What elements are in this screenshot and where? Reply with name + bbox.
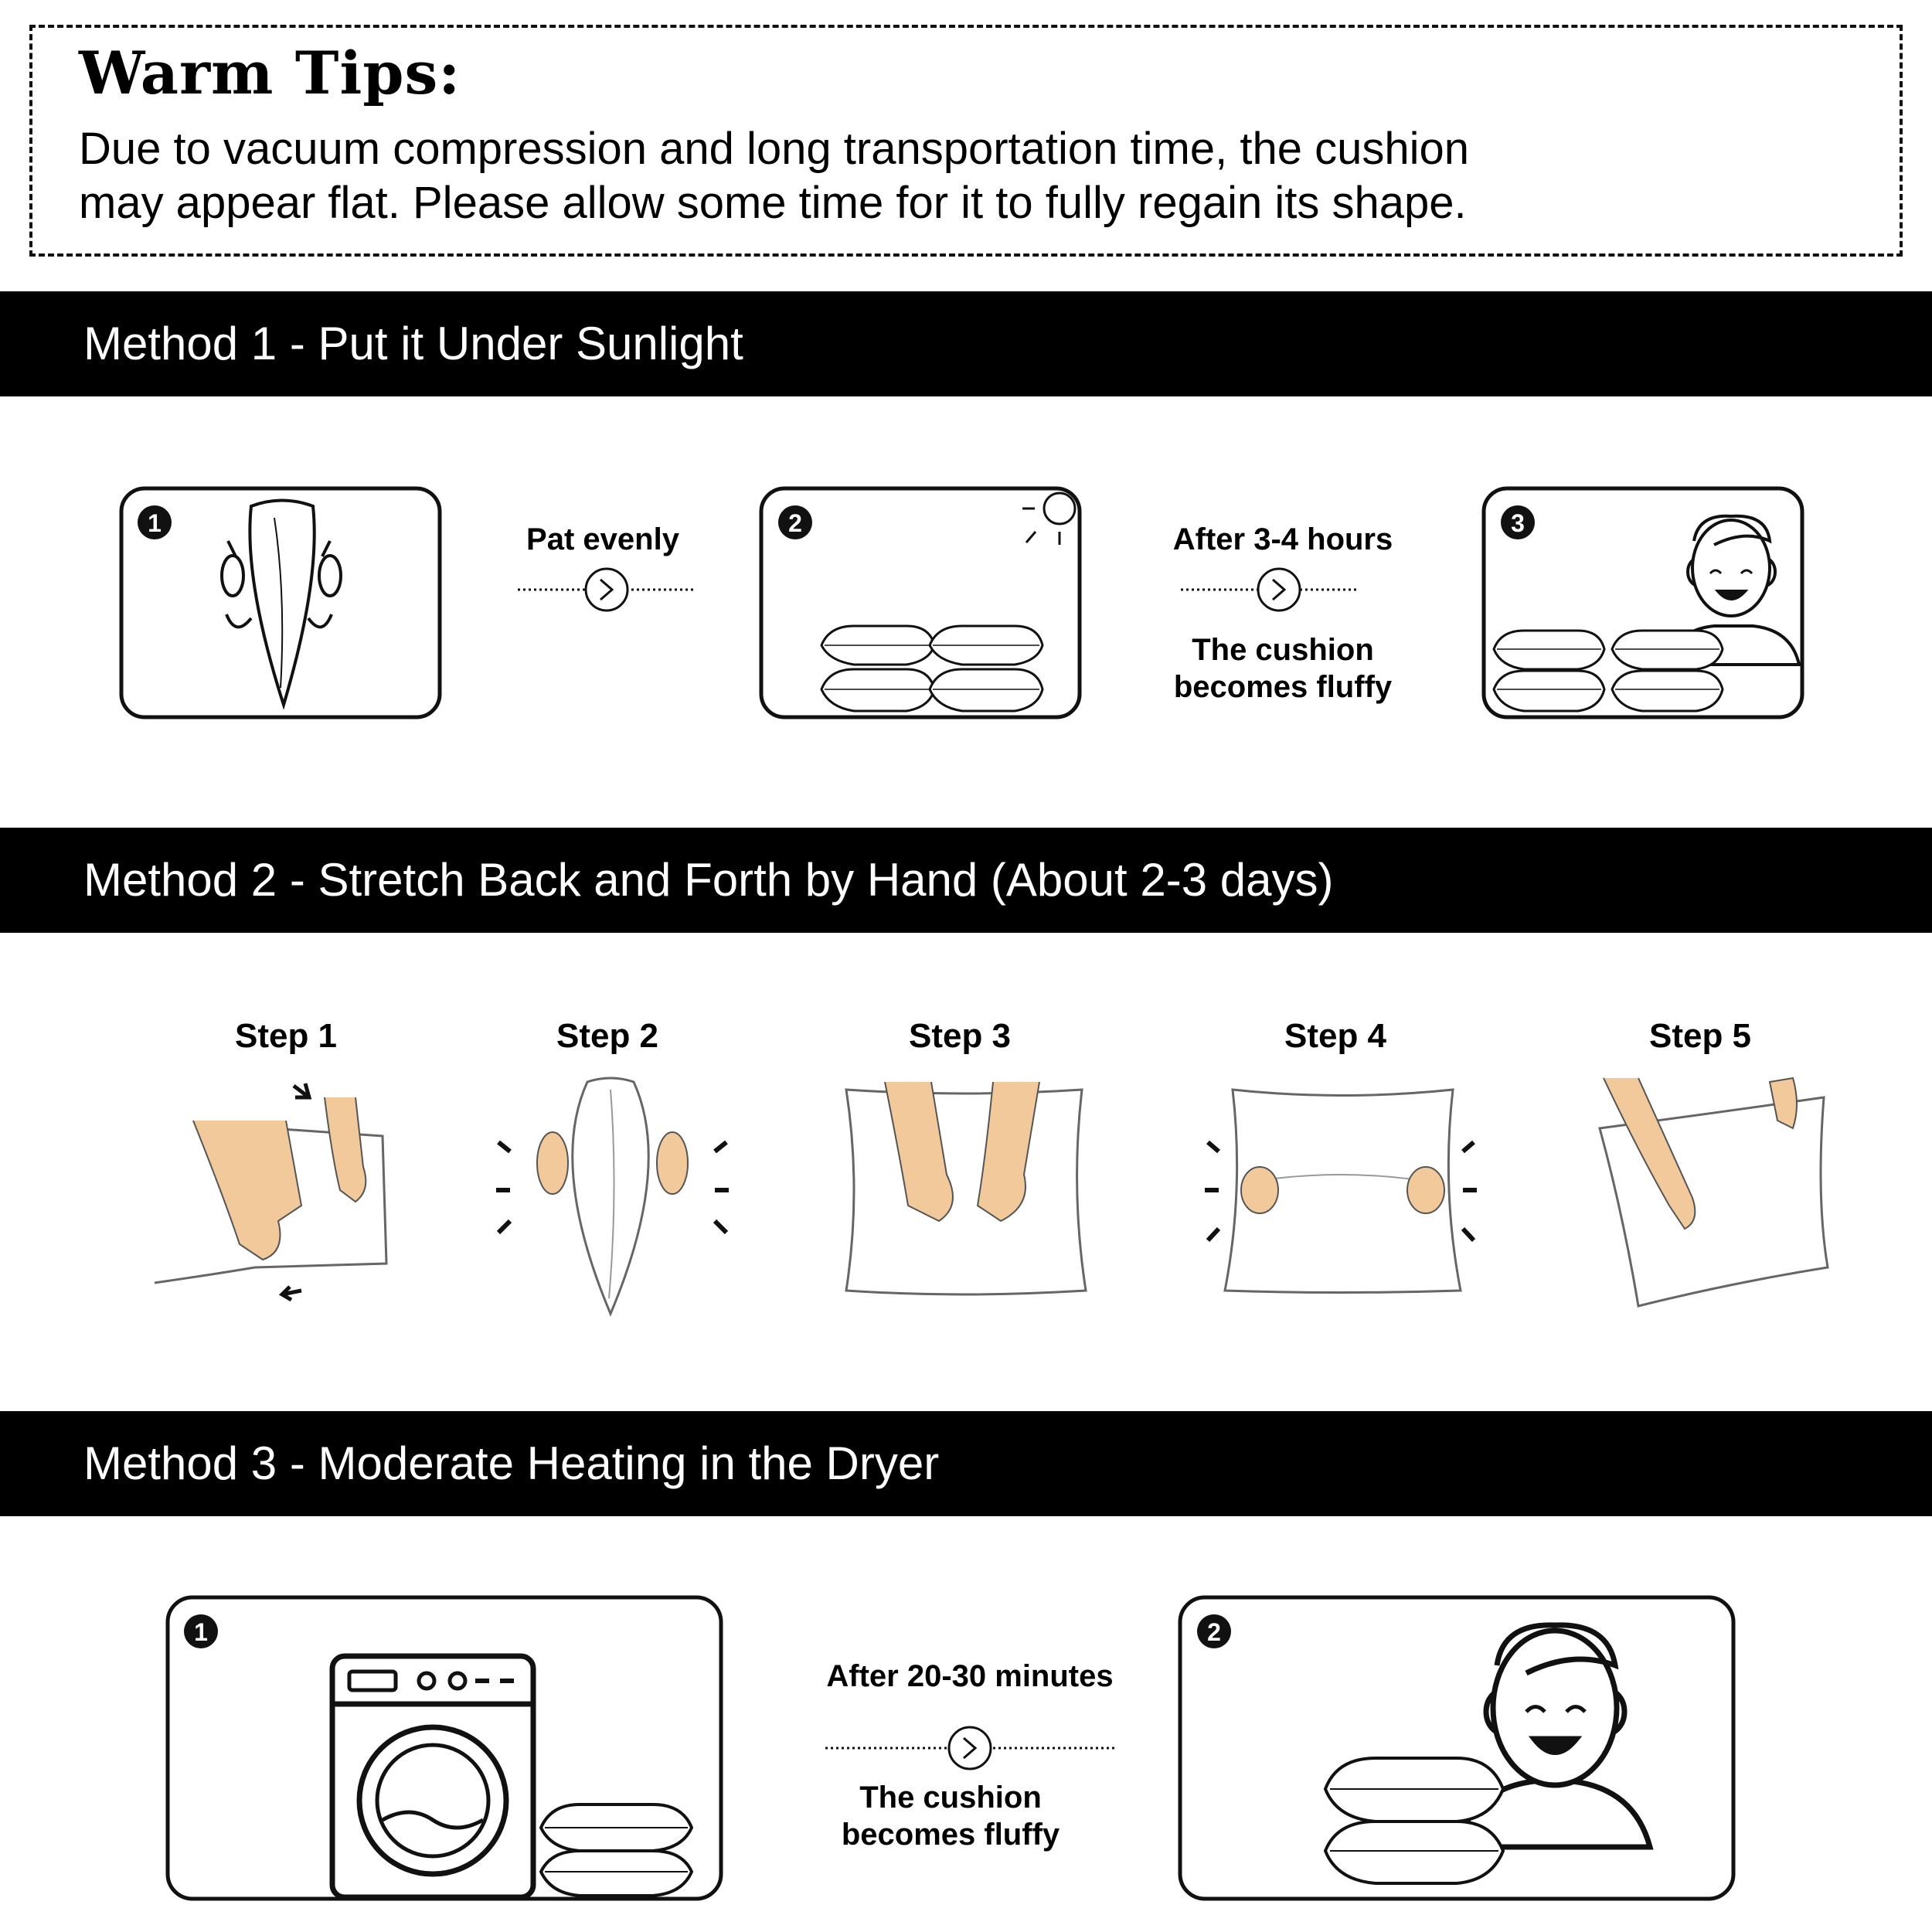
method-3-arrow-label: After 20-30 minutes [826,1659,1114,1693]
method-3-step-1-number: 1 [194,1618,208,1646]
warm-tips-line-1: Due to vacuum compression and long transportation time, the cushion [79,124,1469,174]
method-2-step-2-illustration [495,1074,734,1321]
method-2-title: Method 2 - Stretch Back and Forth by Hand (About 2-3 days) [83,854,1334,906]
warm-tips-title: Warm Tips: [79,39,461,107]
arrow-icon [282,1287,301,1300]
warm-tips-line-2: may appear flat. Please allow some time for it to fully regain its shape. [79,178,1467,228]
method-1-arrow-1-label: Pat evenly [526,522,679,556]
method-3-result-line-2: becomes fluffy [841,1818,1060,1852]
chevron-right-icon [586,569,628,611]
method-2-step-4-illustration [1202,1074,1480,1306]
method-1-arrow-2 [1181,566,1359,613]
method-2-step-3-label: Step 3 [908,1017,1012,1055]
method-1-step-1-number: 1 [148,509,162,537]
method-2-header [0,828,1932,933]
method-1-result-line-1: The cushion [1192,633,1374,667]
warm-tips-text [79,122,1872,230]
method-3-result-text [804,1779,1097,1853]
method-1-result-line-2: becomes fluffy [1173,670,1393,704]
method-1-step-2-number: 2 [788,509,802,537]
method-2-step-5-illustration [1592,1074,1839,1314]
method-3-arrow [825,1725,1115,1771]
method-3-step-2-panel [1179,1596,1735,1905]
method-1-title: Method 1 - Put it Under Sunlight [83,318,743,369]
method-1-arrow-2-label: After 3-4 hours [1172,522,1393,556]
method-2-step-5-label: Step 5 [1648,1017,1752,1055]
method-3-step-1-panel [166,1596,723,1905]
method-3-step-2-number: 2 [1207,1618,1221,1646]
method-1-step-1-panel [120,487,441,719]
chevron-right-icon [1258,569,1300,611]
method-2-step-2-label: Step 2 [556,1017,659,1055]
chevron-right-icon [949,1727,991,1769]
method-2-step-3-illustration [838,1074,1094,1306]
method-1-arrow-1 [518,566,696,613]
arrow-icon [294,1083,309,1097]
dryer-icon [332,1656,533,1897]
method-1-step-2-panel [760,487,1081,719]
method-1-result-text [1121,631,1445,706]
method-3-header [0,1411,1932,1516]
method-1-step-3-number: 3 [1511,509,1525,537]
method-1-header [0,291,1932,396]
method-2-step-1-illustration [147,1074,402,1314]
method-2-step-1-label: Step 1 [234,1017,338,1055]
method-3-result-line-1: The cushion [859,1781,1042,1815]
method-1-step-3-panel [1482,487,1804,719]
method-2-step-4-label: Step 4 [1284,1017,1387,1055]
method-3-title: Method 3 - Moderate Heating in the Dryer [83,1437,940,1489]
